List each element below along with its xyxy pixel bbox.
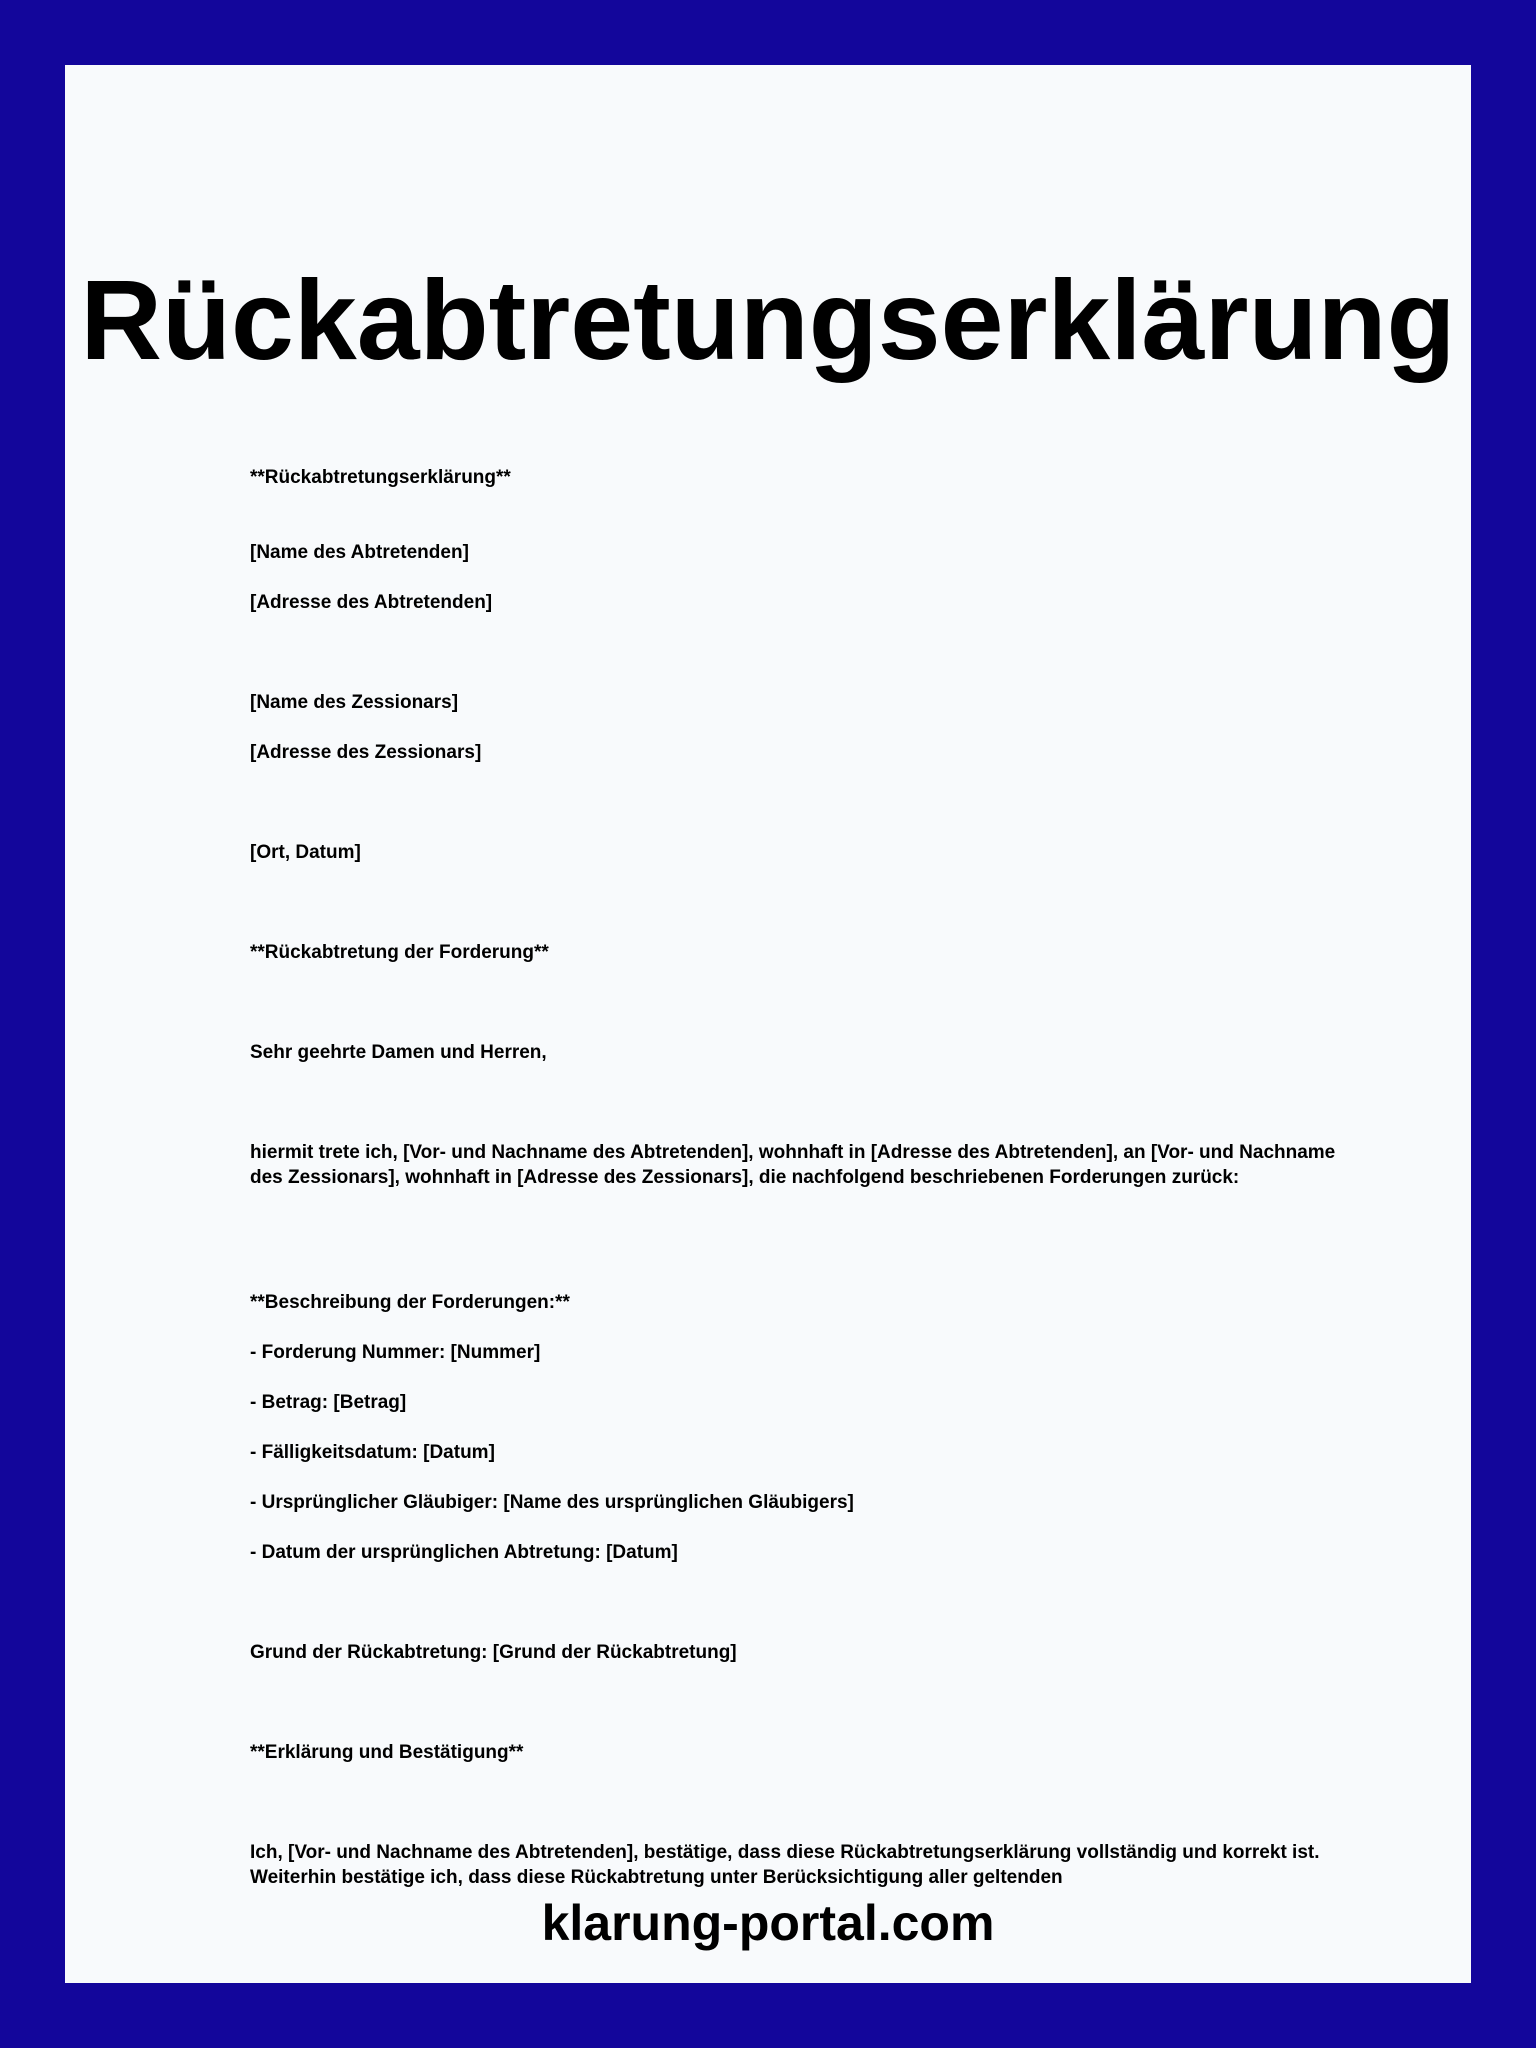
- paragraph-reassignment: hiermit trete ich, [Vor- und Nachname des Abtretenden], wohnhaft in [Adresse des Abtretenden], an [Vor- und Nachname des Zessionars], wohnhaft in [Adresse des Zessionars], die nachfolgend beschriebenen Forderungen zurück:: [250, 1142, 1336, 1188]
- claim-original-creditor: - Ursprünglicher Gläubiger: [Name des ursprünglichen Gläubigers]: [250, 1492, 854, 1513]
- paragraph-confirmation: Ich, [Vor- und Nachname des Abtretenden], bestätige, dass diese Rückabtretungserklärung vollständig und korrekt ist. Weiterhin bestätige ich, dass diese Rückabtretung unter Berücksichtigung aller geltenden: [250, 1842, 1320, 1888]
- claim-amount: - Betrag: [Betrag]: [250, 1392, 407, 1413]
- claim-number: - Forderung Nummer: [Nummer]: [250, 1342, 541, 1363]
- heading-declaration: **Rückabtretungserklärung**: [250, 467, 511, 488]
- document-title: Rückabtretungserklärung: [80, 257, 1456, 383]
- document-page: [65, 65, 1471, 1983]
- assignee-name: [Name des Zessionars]: [250, 692, 459, 713]
- reassignment-reason: Grund der Rückabtretung: [Grund der Rückabtretung]: [250, 1642, 737, 1663]
- assignor-name: [Name des Abtretenden]: [250, 542, 469, 563]
- place-date: [Ort, Datum]: [250, 842, 361, 863]
- salutation: Sehr geehrte Damen und Herren,: [250, 1042, 547, 1063]
- claim-original-assignment-date: - Datum der ursprünglichen Abtretung: [Datum]: [250, 1542, 678, 1563]
- heading-claims: **Beschreibung der Forderungen:**: [250, 1292, 570, 1313]
- assignor-address: [Adresse des Abtretenden]: [250, 592, 493, 613]
- claim-due-date: - Fälligkeitsdatum: [Datum]: [250, 1442, 495, 1463]
- heading-confirmation: **Erklärung und Bestätigung**: [250, 1742, 524, 1763]
- assignee-address: [Adresse des Zessionars]: [250, 742, 482, 763]
- footer-website: klarung-portal.com: [541, 1895, 995, 1951]
- heading-reassignment: **Rückabtretung der Forderung**: [250, 942, 549, 963]
